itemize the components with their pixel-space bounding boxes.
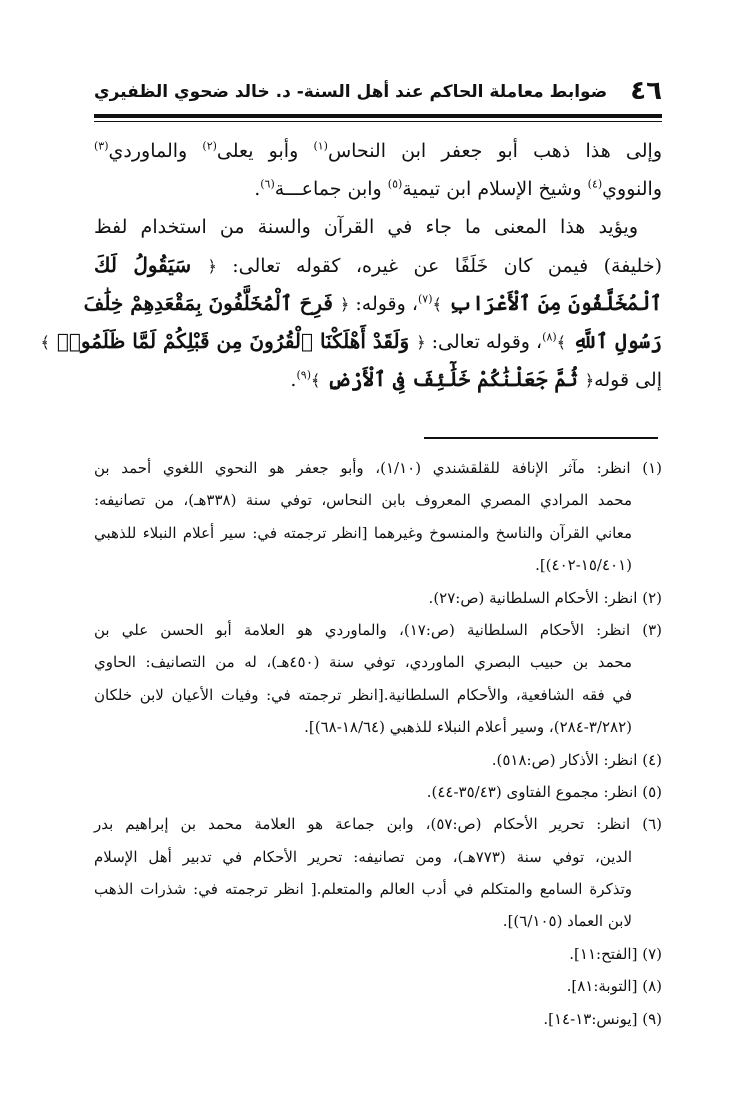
quran-bracket-close: ﴾ [40,333,50,352]
footnote-line: (٣/٢٨٢-٢٨٤)، وسير أعلام النبلاء للذهبي (١٨/٦٤-٦٨)]. [304,718,632,737]
quran-bracket-open: ﴿ [416,333,426,352]
footnote-ref: (٧) [418,292,433,306]
quran-verse: ثُمَّ جَعَلْنَٰكُمْ خَلَٰٓئِفَ فِى ٱلْأَرْضِ [320,367,585,391]
footnote-line: في فقه الشافعية، والأحكام السلطانية.[انظر ترجمته في: وفيات الأعيان لابن خلكان [94,685,632,704]
text-run: وابن جماعـــة [274,178,388,200]
footnote-line: (١) انظر: مآثر الإنافة للقلقشندي (١/١٠)، وأبو جعفر هو النحوي اللغوي أحمد بن [94,459,662,477]
header-rule-thick [94,114,662,118]
text-run: إلى قوله [594,369,662,391]
footnote-line: الدين، توفي سنة (٧٧٣هـ)، ومن تصانيفه: تحرير الأحكام في تدبير أهل الإسلام [94,847,632,866]
quran-bracket-close: ﴾ [556,333,567,352]
footnote-line: محمد بن حبيب البصري الماوردي، توفي سنة (٤٥٠هـ)، له من التصانيف: الحاوي [94,653,632,672]
footnote-line: (٨) [التوبة:٨١]. [566,977,662,996]
footnote-ref: (٤) [587,177,603,191]
text-run: . [254,178,261,200]
text-run: . [290,369,297,391]
body-line [94,208,662,246]
body-line [83,284,662,322]
body-line [94,360,662,398]
quran-verse: ٱلْمُخَلَّفُونَ مِنَ ٱلْأَعْرَابِ [441,291,662,315]
footnote-line: معاني القرآن والناسخ والمنسوخ وغيرهما [انظر ترجمته في: سير أعلام النبلاء للذهبي [94,523,632,542]
page-number: ٤٦ [630,76,662,106]
body-line [40,322,662,360]
footnote-ref: (٣) [94,139,109,153]
text-run: ، وقوله: [349,293,418,315]
main-text [40,132,662,398]
footnote-line: وتذكرة السامع والمتكلم في أدب العالم والمتعلم.[ انظر ترجمته في: شذرات الذهب [94,880,632,899]
footnote-line: (٤) انظر: الأذكار (ص:٥١٨). [491,750,662,769]
quran-verse: رَسُولِ ٱللَّهِ [566,329,662,353]
quran-bracket-close: ﴾ [310,371,321,390]
quran-verse: سَيَقُولُ لَكَ [94,253,208,277]
text-run: (خليفة) فيمن كان خَلَفًا عن غيره، كقوله تعالى: [216,255,662,277]
text-run: والنووي [602,178,662,200]
quran-bracket-open: ﴿ [584,371,595,390]
footnote-line: (٧) [الفتح:١١]. [569,944,662,963]
footnote-line: (٥) انظر: مجموع الفتاوى (٣٥/٤٣-٤٤). [426,782,662,801]
quran-bracket-open: ﴿ [339,295,350,314]
footnote-line: (٢) انظر: الأحكام السلطانية (ص:٢٧). [428,588,662,607]
footnote-ref: (٩) [296,368,311,382]
running-title: ضوابط معاملة الحاكم عند أهل السنة- د. خالد ضحوي الظفيري [94,82,608,102]
footnote-ref: (٦) [260,177,275,191]
footnote-line: (١٥/٤٠١-٤٠٢)]. [535,556,632,575]
body-line [94,132,662,170]
body-line [94,170,662,208]
footnote-ref: (٢) [202,139,217,153]
quran-bracket-close: ﴾ [432,295,442,314]
quran-verse: وَلَقَدْ أَهْلَكْنَا ٱلْقُرُونَ مِن قَبْلِكُمْ لَمَّا ظَلَمُوا۟ [49,329,417,353]
text-run: ، وقوله تعالى: [425,331,543,353]
text-run: والماوردي [108,140,203,162]
footnote-line: محمد المرادي المصري المعروف بابن النحاس، توفي سنة (٣٣٨هـ)، من تصانيفه: [94,491,632,510]
body-line [94,246,662,284]
footnote-ref: (٨) [542,330,557,344]
footnote-line: (٦) انظر: تحرير الأحكام (ص:٥٧)، وابن جماعة هو العلامة محمد بن إبراهيم بدر [94,815,662,834]
footnote-ref: (٥) [387,177,403,191]
quran-bracket-open: ﴿ [207,257,217,276]
footnote-line: (٩) [يونس:١٣-١٤]. [543,1009,662,1028]
text-run: ويؤيد هذا المعنى ما جاء في القرآن والسنة من استخدام لفظ [94,216,638,238]
text-run: وشيخ الإسلام ابن تيمية [402,178,588,200]
footnotes [94,452,662,1035]
header-rule-thin [94,121,662,122]
text-run: وإلى هذا ذهب أبو جعفر ابن النحاس [327,140,662,162]
page-header [94,74,662,110]
footnote-line: (٣) انظر: الأحكام السلطانية (ص:١٧)، والماوردي هو العلامة أبو الحسن علي بن [94,620,663,639]
quran-verse: فَرِحَ ٱلْمُخَلَّفُونَ بِمَقْعَدِهِمْ خِلَٰفَ [83,291,340,315]
text-run: وأبو يعلى [216,140,314,162]
footnote-separator [424,437,658,439]
footnote-ref: (١) [313,139,328,153]
footnote-line: لابن العماد (٦/١٠٥)]. [502,912,632,931]
